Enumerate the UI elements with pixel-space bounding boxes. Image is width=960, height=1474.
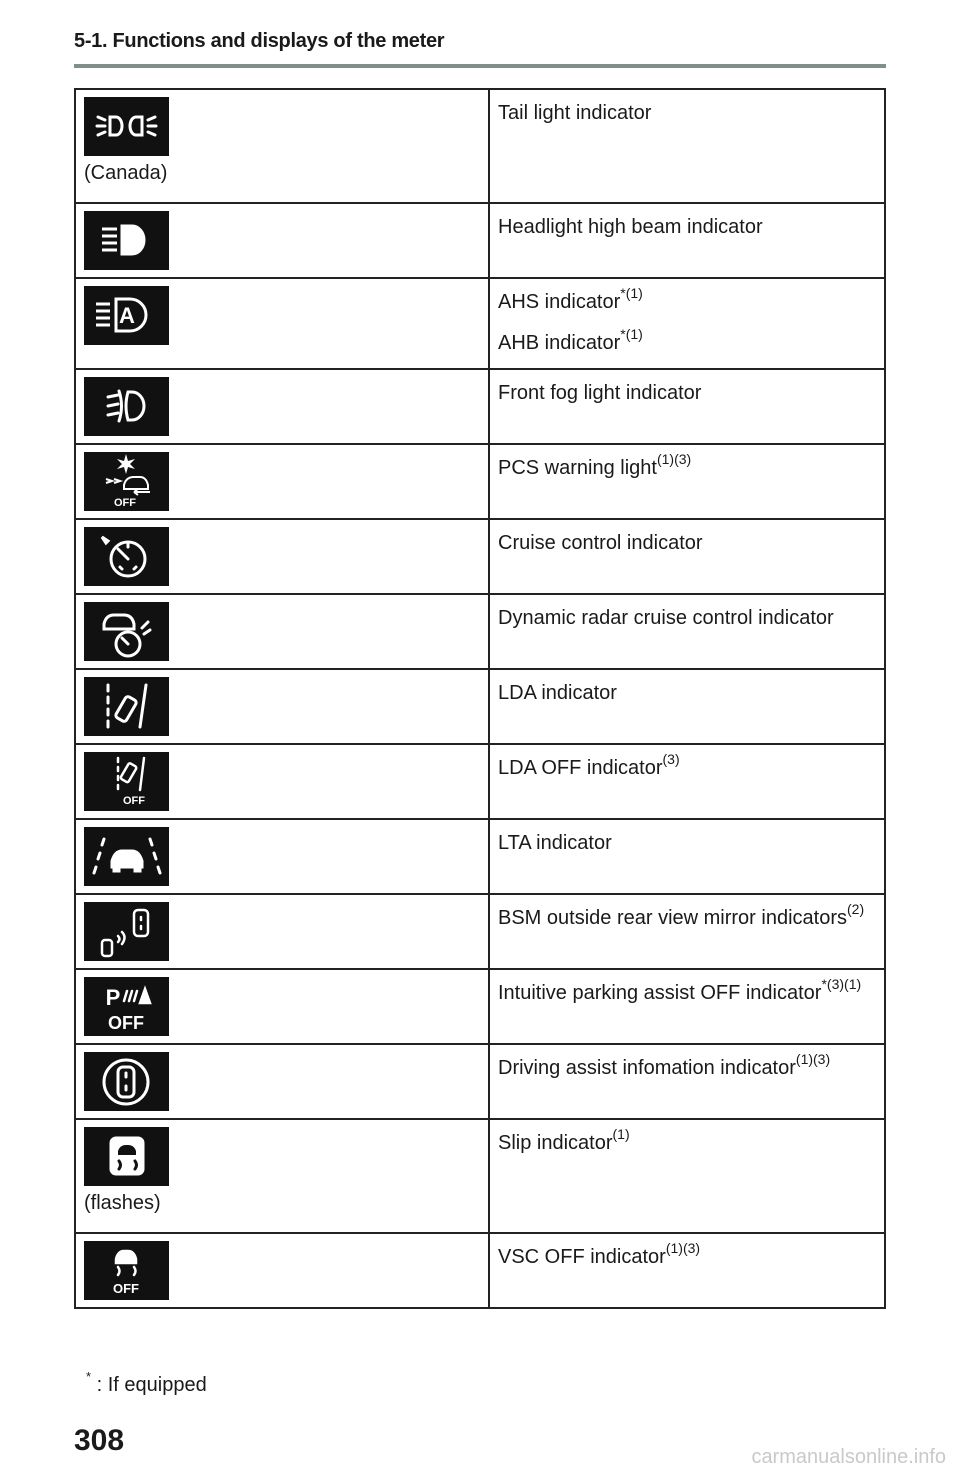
section-title: 5-1. Functions and displays of the meter xyxy=(74,30,445,52)
indicator-description: Tail light indicator xyxy=(498,102,652,124)
indicator-description: Slip indicator$^{(1)}$ xyxy=(498,1126,630,1154)
svg-text:OFF: OFF xyxy=(123,795,145,807)
table-row xyxy=(75,1233,885,1308)
indicator-description: PCS warning light$^{(1)(3)}$ xyxy=(498,451,692,479)
indicator-description: AHS indicator$^{*(1)}$ xyxy=(498,285,643,313)
front-fog-light-icon xyxy=(84,377,169,436)
table-row xyxy=(75,278,885,369)
cruise-control-icon xyxy=(84,527,169,586)
svg-text:P: P xyxy=(105,985,121,1010)
table-row xyxy=(75,744,885,819)
watermark: carmanualsonline.info xyxy=(751,1446,946,1468)
page-number: 308 xyxy=(74,1424,125,1457)
table-row xyxy=(75,89,885,203)
bsm-icon xyxy=(84,902,169,961)
parking-assist-off-icon xyxy=(84,977,169,1036)
table-row xyxy=(75,894,885,969)
high-beam-icon xyxy=(84,211,169,270)
lta-icon xyxy=(84,827,169,886)
indicator-description: Cruise control indicator xyxy=(498,532,703,554)
indicator-table xyxy=(74,88,886,1309)
pcs-warning-icon xyxy=(84,452,169,511)
table-row xyxy=(75,1044,885,1119)
lda-icon xyxy=(84,677,169,736)
table-row xyxy=(75,669,885,744)
table-row xyxy=(75,203,885,278)
table-row xyxy=(75,1119,885,1233)
indicator-description: LDA indicator xyxy=(498,682,617,704)
table-row xyxy=(75,594,885,669)
driving-assist-info-icon xyxy=(84,1052,169,1111)
table-row xyxy=(75,369,885,444)
table-row xyxy=(75,519,885,594)
footnote-mark: * xyxy=(86,1369,92,1385)
svg-text:OFF: OFF xyxy=(113,1281,139,1296)
indicator-description: Dynamic radar cruise control indicator xyxy=(498,607,834,629)
indicator-description: Headlight high beam indicator xyxy=(498,216,763,238)
footnote xyxy=(86,1369,207,1397)
icon-note: (Canada) xyxy=(84,162,168,184)
indicator-description: Intuitive parking assist OFF indicator$^{*(3)(1)}$ xyxy=(498,976,862,1004)
tail-light-icon xyxy=(84,97,169,156)
icon-note: (flashes) xyxy=(84,1192,161,1214)
svg-text:OFF: OFF xyxy=(108,1013,144,1033)
indicator-description: LDA OFF indicator$^{(3)}$ xyxy=(498,751,680,779)
slip-icon xyxy=(84,1127,169,1186)
indicator-description: Front fog light indicator xyxy=(498,382,702,404)
radar-cruise-icon xyxy=(84,602,169,661)
lda-off-icon xyxy=(84,752,169,811)
svg-text:A: A xyxy=(119,303,135,328)
indicator-description: Driving assist infomation indicator$^{(1)(3)}$ xyxy=(498,1051,831,1079)
table-row xyxy=(75,969,885,1044)
table-row xyxy=(75,444,885,519)
indicator-description: LTA indicator xyxy=(498,832,612,854)
indicator-description: BSM outside rear view mirror indicators$^{(2)}$ xyxy=(498,901,865,929)
auto-high-beam-icon xyxy=(84,286,169,345)
svg-text:OFF: OFF xyxy=(114,497,136,509)
footnote-text: : If equipped xyxy=(96,1374,207,1396)
indicator-description: VSC OFF indicator$^{(1)(3)}$ xyxy=(498,1240,701,1268)
vsc-off-icon xyxy=(84,1241,169,1300)
indicator-description: AHB indicator$^{*(1)}$ xyxy=(498,326,643,354)
header-divider xyxy=(74,64,886,68)
table-row xyxy=(75,819,885,894)
